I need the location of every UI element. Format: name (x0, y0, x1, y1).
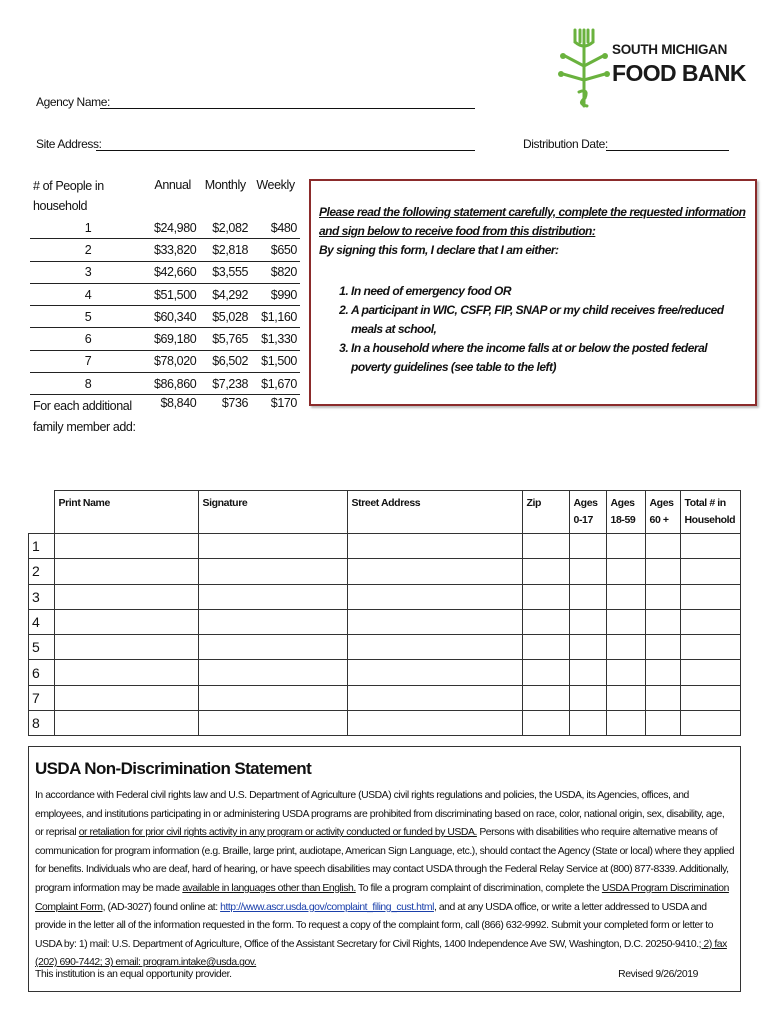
zip-cell[interactable] (522, 660, 569, 685)
usda-text: available in languages other than English. (182, 882, 356, 894)
signature-cell[interactable] (198, 635, 347, 660)
usda-title: USDA Non-Discrimination Statement (35, 759, 312, 778)
annual-value: $60,340 (146, 306, 199, 328)
income-row (30, 217, 300, 239)
weekly-value: $1,330 (251, 328, 300, 350)
income-row (30, 261, 300, 283)
eligibility-item: 3. In a household where the income falls at or below the posted federal poverty guidelines (see table to the left) (351, 339, 747, 377)
table-row (29, 635, 741, 660)
zip-cell[interactable] (522, 584, 569, 609)
ages-60-plus-cell[interactable] (645, 635, 680, 660)
street-address-cell[interactable] (347, 685, 522, 710)
eligibility-item: 1. In need of emergency food OR (351, 282, 747, 301)
monthly-value: $4,292 (199, 283, 251, 305)
street-address-header: Street Address (347, 491, 522, 534)
weekly-value: $170 (270, 396, 297, 411)
zip-cell[interactable] (522, 559, 569, 584)
zip-header: Zip (522, 491, 569, 534)
usda-text: In accordance with Federal civil rights law and U.S. Department of Agriculture (USDA) civil rights regulations and policies, the USDA, its Agencies, offices, and employees, and institutions participating in or administering USDA programs are prohibited from discriminating based on race, color, national origin, sex, disability, age, or reprisal (35, 790, 725, 839)
ages-0-17-cell[interactable] (569, 534, 606, 559)
household-size: 5 (30, 306, 146, 328)
monthly-value: $736 (221, 396, 249, 411)
logo-line2: FOOD BANK (612, 60, 746, 86)
monthly-value: $5,765 (199, 328, 251, 350)
ages-0-17-cell[interactable] (569, 609, 606, 634)
eligibility-statement-box (309, 179, 757, 406)
agency-name-field[interactable] (100, 108, 475, 109)
ages-18-59-header: Ages 18-59 (606, 491, 645, 534)
income-row (30, 328, 300, 350)
ages-18-59-cell[interactable] (606, 635, 645, 660)
print-name-cell[interactable] (54, 534, 198, 559)
street-address-cell[interactable] (347, 711, 522, 736)
ages-60-plus-header: Ages 60 + (645, 491, 680, 534)
weekly-value: $1,160 (251, 306, 300, 328)
annual-header: Annual (154, 178, 191, 192)
usda-text: Persons with disabilities who require alternative means of communication for program information (e.g. Braille, large print, audiotape, American Sign Language, etc.), should contact the Agency (State or local) where they applied for benefits. Individuals who are deaf, hard of hearing, or have speech disabilities may contact USDA through the Federal Relay Service at (800) 877-8339. Additionally, program information may be made (35, 827, 735, 894)
signature-cell[interactable] (198, 685, 347, 710)
ages-60-plus-cell[interactable] (645, 584, 680, 609)
ages-18-59-cell[interactable] (606, 660, 645, 685)
print-name-cell[interactable] (54, 635, 198, 660)
total-household-cell[interactable] (680, 711, 741, 736)
ages-0-17-header: Ages 0-17 (569, 491, 606, 534)
income-row (30, 350, 300, 372)
total-household-cell[interactable] (680, 685, 741, 710)
print-name-cell[interactable] (54, 584, 198, 609)
row-number: 6 (29, 660, 55, 685)
annual-value: $42,660 (146, 261, 199, 283)
household-size: 7 (30, 350, 146, 372)
total-household-cell[interactable] (680, 635, 741, 660)
print-name-header: Print Name (54, 491, 198, 534)
table-row (29, 685, 741, 710)
household-size: 4 (30, 283, 146, 305)
additional-member-label: For each additional family member add: (33, 399, 136, 435)
print-name-cell[interactable] (54, 609, 198, 634)
complaint-form-link[interactable]: http://www.ascr.usda.gov/complaint_filing_cust.html (220, 901, 434, 913)
row-number: 5 (29, 635, 55, 660)
table-row (29, 584, 741, 609)
household-size: 1 (30, 217, 146, 239)
annual-value: $51,500 (146, 283, 199, 305)
site-address-field[interactable] (96, 150, 475, 151)
usda-text: ; 2) fax (202) 690-7442; 3) email: program.intake@usda.gov. (35, 938, 727, 969)
ages-60-plus-cell[interactable] (645, 609, 680, 634)
usda-text: or retaliation for prior civil rights activity in any program or activity conducted or funded by USDA. (78, 827, 477, 839)
print-name-cell[interactable] (54, 559, 198, 584)
street-address-cell[interactable] (347, 534, 522, 559)
annual-value: $78,020 (146, 350, 199, 372)
monthly-value: $7,238 (199, 373, 251, 395)
print-name-cell[interactable] (54, 711, 198, 736)
monthly-header: Monthly (204, 178, 246, 192)
income-row (30, 283, 300, 305)
total-household-cell[interactable] (680, 559, 741, 584)
street-address-cell[interactable] (347, 559, 522, 584)
usda-text: To file a program complaint of discrimination, complete the (355, 882, 602, 894)
eligibility-item: 2. A participant in WIC, CSFP, FIP, SNAP or my child receives free/reduced meals at school, (351, 301, 747, 339)
usda-text: (AD-3027) found online at: (105, 901, 221, 913)
table-row (29, 534, 741, 559)
household-size: 8 (30, 373, 146, 395)
weekly-header: Weekly (256, 178, 295, 192)
site-address-label: Site Address: (36, 137, 102, 151)
zip-cell[interactable] (522, 685, 569, 710)
monthly-value: $5,028 (199, 306, 251, 328)
total-household-cell[interactable] (680, 534, 741, 559)
print-name-cell[interactable] (54, 685, 198, 710)
statement-heading: Please read the following statement carefully, complete the requested information and sign below to receive food from this distribution: (319, 205, 746, 238)
signature-cell[interactable] (198, 711, 347, 736)
usda-text: , and at any USDA office, or write a letter addressed to USDA and provide in the letter all of the information requested in the form. To request a copy of the complaint form, call (866) 632-9992. Submit your completed form or letter to USDA by: 1) mail: U.S. Department of Agriculture, Office of the Assistant Secretary for Civil Rights, 1400 Independence Ave SW, Washington, D.C. 20250-9410. (35, 901, 714, 950)
household-size: 2 (30, 239, 146, 261)
zip-cell[interactable] (522, 711, 569, 736)
household-size: 3 (30, 261, 146, 283)
sign-in-table (28, 490, 741, 736)
logo-line1: SOUTH MICHIGAN (612, 42, 728, 57)
annual-value: $8,840 (160, 396, 197, 411)
ages-0-17-cell[interactable] (569, 685, 606, 710)
total-household-header: Total # in Household (680, 491, 741, 534)
signature-header: Signature (198, 491, 347, 534)
street-address-cell[interactable] (347, 635, 522, 660)
agency-name-label: Agency Name: (36, 95, 110, 109)
street-address-cell[interactable] (347, 609, 522, 634)
revised-date: Revised 9/26/2019 (618, 969, 698, 980)
print-name-cell[interactable] (54, 660, 198, 685)
signature-cell[interactable] (198, 534, 347, 559)
table-row (29, 609, 741, 634)
household-size-header: # of People in household (33, 179, 104, 213)
row-number: 7 (29, 685, 55, 710)
household-size: 6 (30, 328, 146, 350)
weekly-value: $990 (251, 283, 300, 305)
table-row (29, 559, 741, 584)
equal-opportunity-note: This institution is an equal opportunity provider. (35, 969, 232, 980)
zip-cell[interactable] (522, 635, 569, 660)
annual-value: $33,820 (146, 239, 199, 261)
weekly-value: $1,500 (251, 350, 300, 372)
distribution-date-label: Distribution Date: (523, 137, 608, 151)
row-number-header (29, 491, 55, 534)
monthly-value: $3,555 (199, 261, 251, 283)
income-row (30, 373, 300, 395)
annual-value: $24,980 (146, 217, 199, 239)
ages-18-59-cell[interactable] (606, 711, 645, 736)
ages-18-59-cell[interactable] (606, 534, 645, 559)
row-number: 2 (29, 559, 55, 584)
row-number: 3 (29, 584, 55, 609)
monthly-value: $6,502 (199, 350, 251, 372)
row-number: 4 (29, 609, 55, 634)
annual-value: $69,180 (146, 328, 199, 350)
usda-statement-box (28, 746, 741, 992)
ages-18-59-cell[interactable] (606, 584, 645, 609)
ages-0-17-cell[interactable] (569, 660, 606, 685)
income-row (30, 306, 300, 328)
signature-cell[interactable] (198, 660, 347, 685)
eligibility-list (319, 282, 747, 377)
weekly-value: $820 (251, 261, 300, 283)
table-row (29, 660, 741, 685)
annual-value: $86,860 (146, 373, 199, 395)
usda-body (35, 787, 735, 973)
weekly-value: $650 (251, 239, 300, 261)
ages-60-plus-cell[interactable] (645, 559, 680, 584)
table-row (29, 711, 741, 736)
weekly-value: $480 (251, 217, 300, 239)
income-row (30, 239, 300, 261)
row-number: 1 (29, 534, 55, 559)
ages-0-17-cell[interactable] (569, 635, 606, 660)
ages-0-17-cell[interactable] (569, 584, 606, 609)
ages-18-59-cell[interactable] (606, 559, 645, 584)
ages-18-59-cell[interactable] (606, 609, 645, 634)
ages-60-plus-cell[interactable] (645, 711, 680, 736)
ages-60-plus-cell[interactable] (645, 534, 680, 559)
monthly-value: $2,082 (199, 217, 251, 239)
income-guidelines-table (30, 175, 300, 439)
statement-intro: By signing this form, I declare that I am either: (319, 243, 559, 257)
weekly-value: $1,670 (251, 373, 300, 395)
total-household-cell[interactable] (680, 584, 741, 609)
ages-60-plus-cell[interactable] (645, 685, 680, 710)
total-household-cell[interactable] (680, 609, 741, 634)
ages-0-17-cell[interactable] (569, 559, 606, 584)
street-address-cell[interactable] (347, 660, 522, 685)
usda-text: USDA Program Discrimination Complaint Form, (35, 882, 729, 913)
row-number: 8 (29, 711, 55, 736)
zip-cell[interactable] (522, 534, 569, 559)
additional-member-row (30, 395, 300, 440)
signature-cell[interactable] (198, 559, 347, 584)
zip-cell[interactable] (522, 609, 569, 634)
ages-18-59-cell[interactable] (606, 685, 645, 710)
distribution-date-field[interactable] (606, 150, 729, 151)
total-household-cell[interactable] (680, 660, 741, 685)
signature-cell[interactable] (198, 609, 347, 634)
ages-60-plus-cell[interactable] (645, 660, 680, 685)
ages-0-17-cell[interactable] (569, 711, 606, 736)
street-address-cell[interactable] (347, 584, 522, 609)
monthly-value: $2,818 (199, 239, 251, 261)
signature-cell[interactable] (198, 584, 347, 609)
